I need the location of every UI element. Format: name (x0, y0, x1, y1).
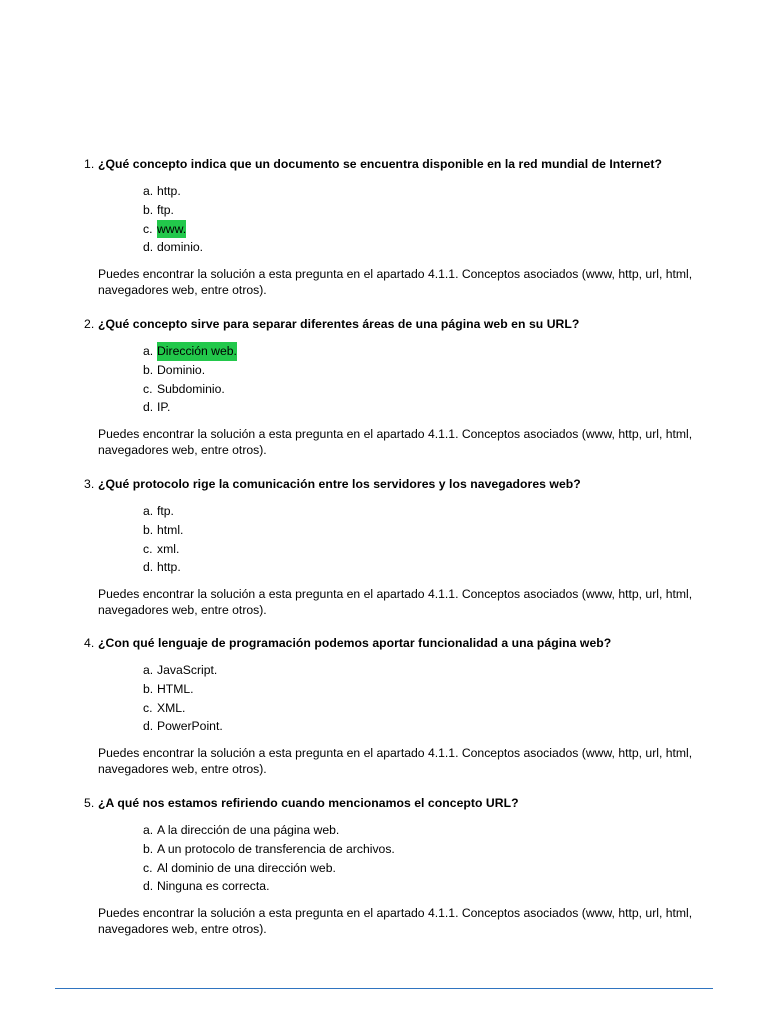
answer-text: A la dirección de una página web. (157, 823, 340, 837)
question-number: 3. (84, 477, 95, 491)
answer-letter: d. (143, 240, 154, 255)
answer-letter: a. (143, 504, 154, 518)
footer-divider (55, 988, 713, 989)
answer-letter: c. (143, 700, 153, 715)
answer-letter: d. (143, 400, 154, 415)
answer-option-d (143, 717, 724, 736)
answer-letter: c. (143, 221, 153, 236)
answer-text: dominio. (157, 240, 204, 255)
answer-option-a (143, 502, 724, 521)
answer-letter: d. (143, 719, 154, 734)
answer-letter: b. (143, 841, 154, 856)
question-text: ¿Con qué lenguaje de programación podemos aportar funcionalidad a una página web? (98, 636, 612, 650)
answer-option-c (143, 380, 724, 399)
question-5 (84, 796, 724, 937)
answer-text: Ninguna es correcta. (157, 879, 270, 894)
answer-letter: a. (143, 663, 154, 677)
answer-option-c (143, 859, 724, 878)
question-text: ¿Qué concepto indica que un documento se encuentra disponible en la red mundial de Internet? (98, 157, 662, 171)
answer-option-b (143, 840, 724, 859)
answer-text: html. (157, 522, 184, 537)
answer-letter: b. (143, 202, 154, 217)
answer-text: Dirección web. (157, 342, 237, 361)
answer-letter: c. (143, 381, 153, 396)
answer-option-d (143, 877, 724, 896)
solution-hint: Puedes encontrar la solución a esta pregunta en el apartado 4.1.1. Conceptos asociados (www, http, url, html, navegadores web, entre otros). (98, 746, 693, 776)
answer-text: Al dominio de una dirección web. (157, 860, 336, 875)
solution-hint: Puedes encontrar la solución a esta pregunta en el apartado 4.1.1. Conceptos asociados (www, http, url, html, navegadores web, entre otros). (98, 906, 693, 936)
answer-text: JavaScript. (157, 663, 218, 677)
answer-option-d (143, 238, 724, 257)
answer-list (143, 661, 724, 736)
question-2 (84, 317, 724, 458)
answer-text: http. (157, 184, 181, 198)
question-3-heading (84, 477, 724, 492)
answer-letter: d. (143, 879, 154, 894)
question-number: 1. (84, 157, 95, 171)
question-number: 5. (84, 796, 95, 810)
question-text: ¿Qué protocolo rige la comunicación entre los servidores y los navegadores web? (98, 477, 581, 491)
answer-option-a (143, 342, 724, 361)
question-4 (84, 636, 724, 777)
answer-text: xml. (157, 541, 180, 556)
answer-list (143, 342, 724, 417)
answer-option-c (143, 699, 724, 718)
answer-option-d (143, 558, 724, 577)
answer-letter: c. (143, 860, 153, 875)
answer-text: http. (157, 560, 181, 575)
question-5-heading (84, 796, 724, 811)
answer-letter: a. (143, 823, 154, 837)
question-1 (84, 157, 724, 298)
answer-text: A un protocolo de transferencia de archivos. (157, 841, 395, 856)
answer-option-a (143, 182, 724, 201)
answer-text: Subdominio. (157, 381, 225, 396)
question-3 (84, 477, 724, 618)
solution-hint: Puedes encontrar la solución a esta pregunta en el apartado 4.1.1. Conceptos asociados (www, http, url, html, navegadores web, entre otros). (98, 587, 693, 617)
answer-option-a (143, 661, 724, 680)
answer-list (143, 182, 724, 257)
answer-letter: d. (143, 560, 154, 575)
answer-text: IP. (157, 400, 171, 415)
answer-option-c (143, 540, 724, 559)
answer-list (143, 502, 724, 577)
question-number: 4. (84, 636, 95, 650)
solution-hint: Puedes encontrar la solución a esta pregunta en el apartado 4.1.1. Conceptos asociados (www, http, url, html, navegadores web, entre otros). (98, 427, 693, 457)
answer-list (143, 821, 724, 896)
answer-letter: b. (143, 681, 154, 696)
answer-option-a (143, 821, 724, 840)
question-1-heading (84, 157, 724, 172)
answer-text: XML. (157, 700, 186, 715)
answer-text: Dominio. (157, 362, 206, 377)
answer-letter: a. (143, 184, 154, 198)
answer-text: ftp. (157, 202, 174, 217)
answer-option-d (143, 398, 724, 417)
answer-text: www. (157, 220, 186, 239)
answer-option-b (143, 680, 724, 699)
answer-text: PowerPoint. (157, 719, 223, 734)
question-number: 2. (84, 317, 95, 331)
question-2-heading (84, 317, 724, 332)
answer-text: HTML. (157, 681, 194, 696)
answer-letter: b. (143, 522, 154, 537)
answer-text: ftp. (157, 504, 174, 518)
question-4-heading (84, 636, 724, 651)
question-text: ¿A qué nos estamos refiriendo cuando mencionamos el concepto URL? (98, 796, 519, 810)
answer-letter: c. (143, 541, 153, 556)
answer-option-b (143, 201, 724, 220)
solution-hint: Puedes encontrar la solución a esta pregunta en el apartado 4.1.1. Conceptos asociados (www, http, url, html, navegadores web, entre otros). (98, 267, 693, 297)
answer-letter: b. (143, 362, 154, 377)
answer-letter: a. (143, 344, 154, 358)
question-text: ¿Qué concepto sirve para separar diferentes áreas de una página web en su URL? (98, 317, 580, 331)
answer-option-b (143, 521, 724, 540)
answer-option-c (143, 220, 724, 239)
answer-option-b (143, 361, 724, 380)
